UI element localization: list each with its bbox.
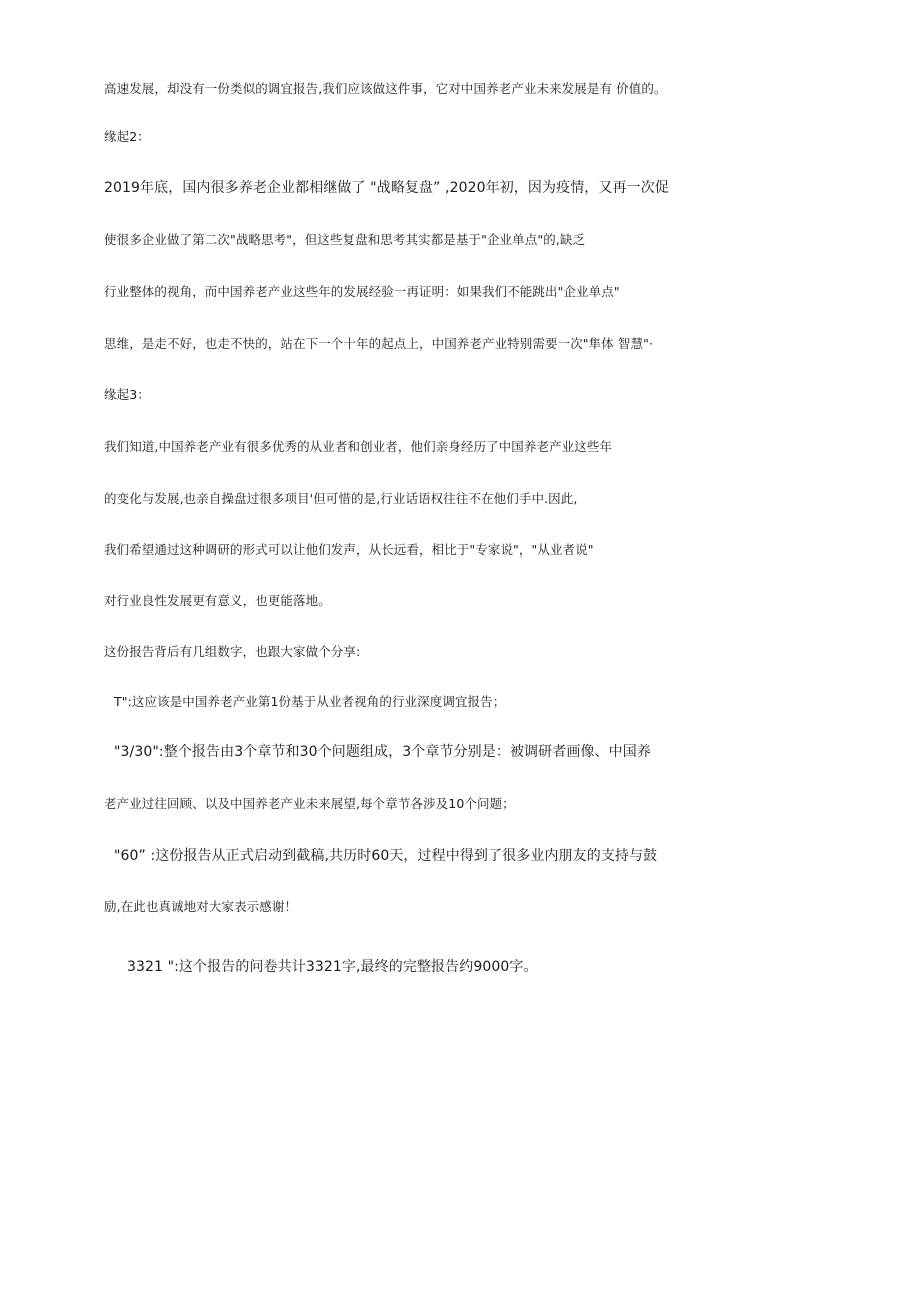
list-item-1: T":这应该是中国养老产业第1份基于从业者视角的行业深度调宜报告；: [114, 694, 506, 709]
paragraph-line: 使很多企业做了第二次"战略思考"，但这些复盘和思考其实都是基于"企业单点"的,缺乏: [104, 232, 586, 247]
paragraph-line: 高速发展，却没有一份类似的调宜报告,我们应该做这件事，它对中国养老产业未来发展是有 价值的。: [104, 81, 667, 96]
paragraph-line: 励,在此也真诚地对大家表示感谢！: [104, 899, 298, 914]
paragraph-line: 思维，是走不好，也走不快的，站在下一个十年的起点上，中国养老产业特别需要一次"隼体 智慧"·: [104, 336, 654, 351]
paragraph-line: 这份报告背后有几组数字，也跟大家做个分享:: [104, 644, 361, 659]
paragraph-line: 我们知道,中国养老产业有很多优秀的从业者和创业者，他们亲身经历了中国养老产业这些年: [104, 439, 613, 454]
list-item-3321: 3321 ":这个报告的问卷共计3321字,最终的完整报告约9000字。: [127, 959, 538, 975]
paragraph-line: 对行业良性发展更有意义，也更能落地。: [104, 593, 331, 608]
paragraph-line: 老产业过往回顾、以及中国养老产业未来展望,每个章节各涉及10个问题；: [104, 796, 515, 811]
paragraph-line: 我们希望通过这种调研的形式可以让他们发声，从长远看，相比于"专家说"，"从业者说": [104, 542, 594, 557]
list-item-3-30: "3/30":整个报告由3个章节和30个问题组成，3个章节分别是：被调研者画像、中国养: [114, 744, 651, 760]
paragraph-line: 的变化与发展,也亲自操盘过很多项目'但可惜的是,行业话语权往往不在他们手中.因此,: [104, 491, 578, 506]
list-item-60: "60” :这份报告从正式启动到截稿,共历时60天，过程中得到了很多业内朋友的支持与鼓: [114, 848, 658, 864]
section-heading-origin-2: 缘起2：: [104, 129, 150, 144]
paragraph-line: 2019年底，国内很多养老企业都相继做了 "战略复盘” ,2020年初，因为疫情，又再一次促: [104, 180, 669, 196]
section-heading-origin-3: 缘起3：: [104, 387, 150, 402]
paragraph-line: 行业整体的视角，而中国养老产业这些年的发展经验一再证明：如果我们不能跳出"企业单点": [104, 284, 620, 299]
